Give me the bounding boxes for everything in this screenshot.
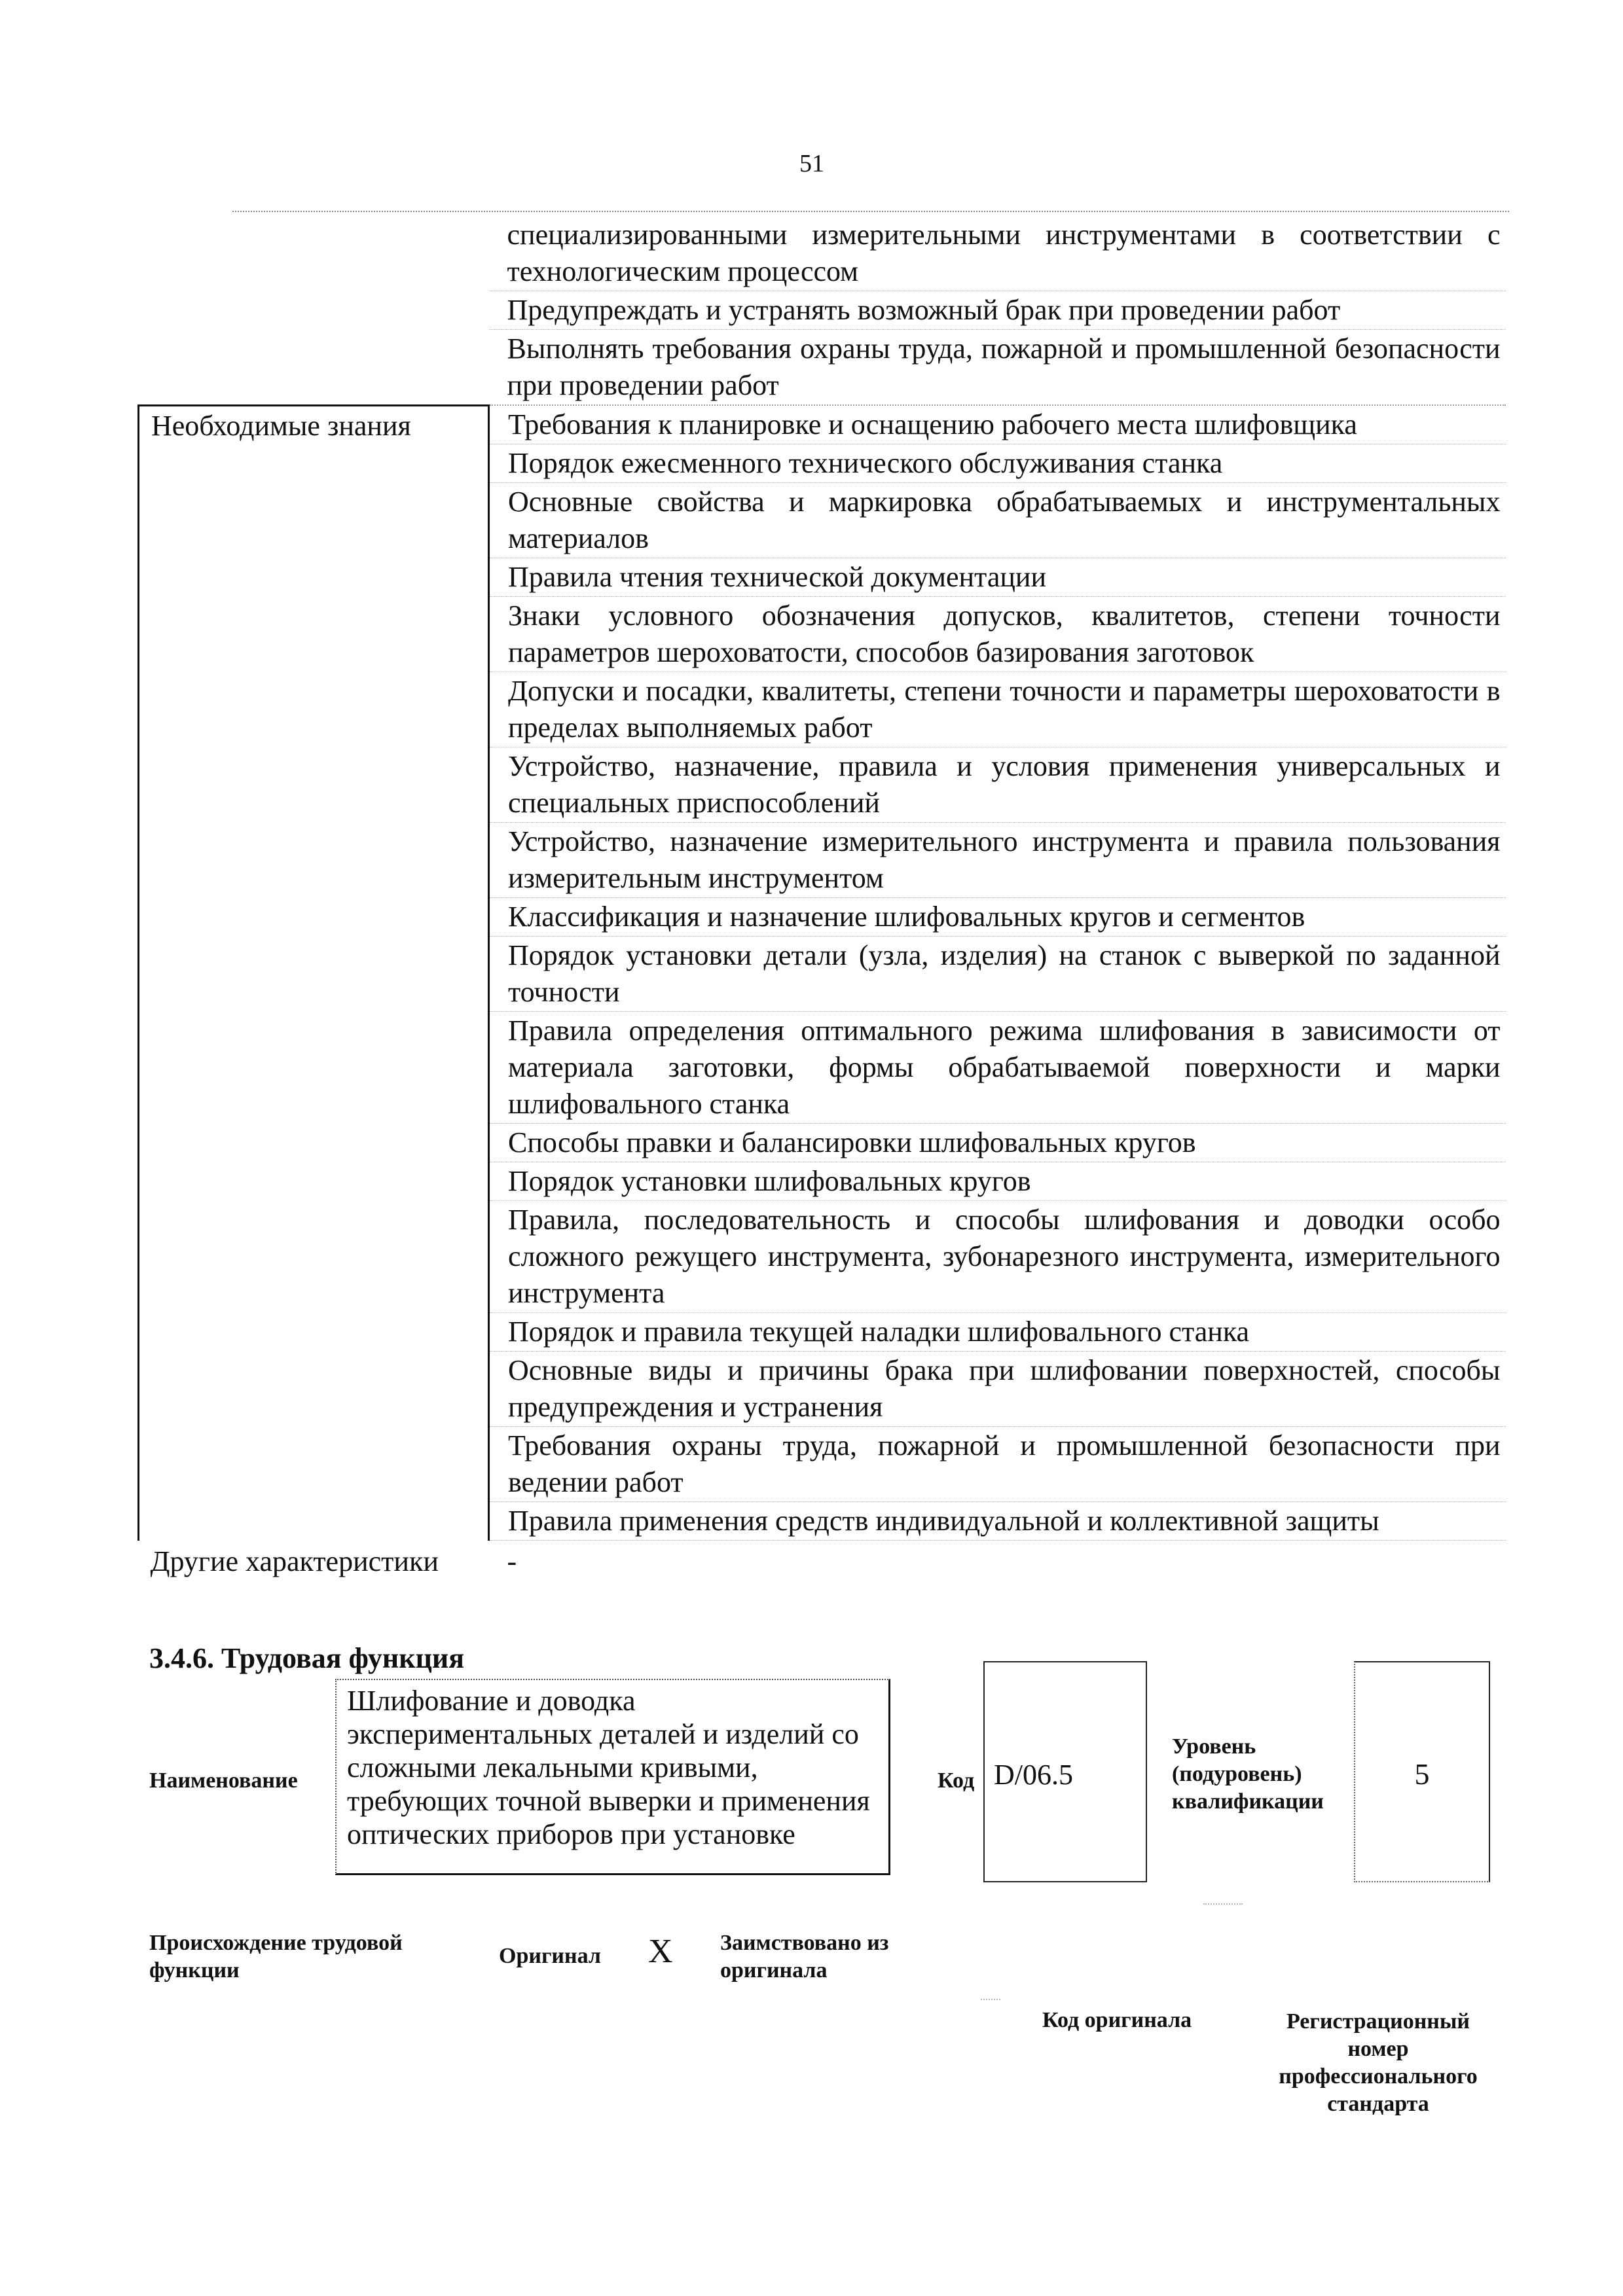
code-value: D/06.5 bbox=[994, 1759, 1073, 1791]
name-value: Шлифование и доводка экспериментальных деталей и изделий со сложными лекальными кривыми, требующих точной выверки и применения оптических приборов при установке bbox=[347, 1685, 870, 1850]
skill-label-cell bbox=[139, 291, 489, 330]
other-characteristics-row bbox=[139, 1541, 1506, 1581]
faint-mark bbox=[1203, 1903, 1243, 1905]
origin-label-line: функции bbox=[149, 1958, 240, 1982]
knowledge-item: Классификация и назначение шлифовальных кругов и сегментов bbox=[489, 898, 1506, 937]
faint-mark bbox=[981, 1999, 1000, 2000]
name-label: Наименование bbox=[149, 1768, 298, 1793]
knowledge-item: Порядок установки детали (узла, изделия) на станок с выверкой по заданной точности bbox=[489, 937, 1506, 1012]
skill-row bbox=[139, 213, 1506, 291]
knowledge-item: Порядок ежесменного технического обслуживания станка bbox=[489, 444, 1506, 483]
skill-item: специализированными измерительными инструментами в соответствии с технологическим процессом bbox=[489, 213, 1506, 291]
reg-number-label-line: номер bbox=[1347, 2037, 1409, 2061]
knowledge-item: Порядок установки шлифовальных кругов bbox=[489, 1162, 1506, 1201]
borrowed-label-line: Заимствовано из bbox=[720, 1931, 889, 1955]
original-mark: X bbox=[648, 1933, 673, 1970]
level-label-line: Уровень bbox=[1172, 1734, 1256, 1759]
original-label: Оригинал bbox=[499, 1944, 601, 1968]
knowledge-item: Устройство, назначение, правила и условия применения универсальных и специальных приспособлений bbox=[489, 747, 1506, 823]
knowledge-item: Устройство, назначение измерительного инструмента и правила пользования измерительным инструментом bbox=[489, 823, 1506, 898]
knowledge-item: Порядок и правила текущей наладки шлифовального станка bbox=[489, 1313, 1506, 1352]
knowledge-item: Знаки условного обозначения допусков, квалитетов, степени точности параметров шероховатости, способов базирования заготовок bbox=[489, 597, 1506, 672]
name-value-box bbox=[335, 1679, 890, 1875]
knowledge-item: Основные виды и причины брака при шлифовании поверхностей, способы предупреждения и устранения bbox=[489, 1352, 1506, 1427]
page-number: 51 bbox=[799, 150, 824, 177]
knowledge-item: Правила определения оптимального режима шлифования в зависимости от материала заготовки, формы обрабатываемой поверхности и марки шлифовального станка bbox=[489, 1012, 1506, 1124]
knowledge-item: Правила применения средств индивидуальной и коллективной защиты bbox=[489, 1502, 1506, 1541]
top-rule bbox=[232, 211, 1509, 212]
reg-number-label-line: профессионального bbox=[1279, 2064, 1478, 2089]
skill-row bbox=[139, 330, 1506, 406]
other-characteristics-value: - bbox=[507, 1545, 517, 1577]
code-label: Код bbox=[938, 1768, 975, 1793]
code-original-label: Код оригинала bbox=[1042, 2008, 1192, 2032]
reg-number-label-line: Регистрационный bbox=[1286, 2009, 1470, 2034]
skill-item: Выполнять требования охраны труда, пожарной и промышленной безопасности при проведении работ bbox=[489, 330, 1506, 406]
origin-label-line: Происхождение трудовой bbox=[149, 1931, 403, 1955]
requirements-table bbox=[137, 213, 1506, 1581]
knowledge-item: Требования охраны труда, пожарной и промышленной безопасности при ведении работ bbox=[489, 1427, 1506, 1502]
skill-label-cell bbox=[139, 330, 489, 406]
knowledge-item: Правила чтения технической документации bbox=[489, 558, 1506, 597]
knowledge-item: Основные свойства и маркировка обрабатываемых и инструментальных материалов bbox=[489, 483, 1506, 558]
knowledge-item: Способы правки и балансировки шлифовальных кругов bbox=[489, 1124, 1506, 1162]
borrowed-label-line: оригинала bbox=[720, 1958, 828, 1982]
level-label-line: квалификации bbox=[1172, 1789, 1324, 1814]
level-value: 5 bbox=[1414, 1757, 1430, 1791]
knowledge-item: Допуски и посадки, квалитеты, степени точности и параметры шероховатости в пределах выполняемых работ bbox=[489, 672, 1506, 747]
knowledge-item: Требования к планировке и оснащению рабочего места шлифовщика bbox=[489, 405, 1506, 444]
reg-number-label-line: стандарта bbox=[1327, 2092, 1429, 2116]
skill-label-cell bbox=[139, 213, 489, 291]
level-label-line: (подуровень) bbox=[1172, 1762, 1302, 1786]
knowledge-label: Необходимые знания bbox=[139, 405, 489, 1541]
other-characteristics-label: Другие характеристики bbox=[150, 1545, 439, 1577]
knowledge-item: Правила, последовательность и способы шлифования и доводки особо сложного режущего инструмента, зубонарезного инструмента, измерительного инструмента bbox=[489, 1201, 1506, 1313]
skill-item: Предупреждать и устранять возможный брак при проведении работ bbox=[489, 291, 1506, 330]
skill-row bbox=[139, 291, 1506, 330]
knowledge-row bbox=[139, 405, 1506, 444]
section-heading: 3.4.6. Трудовая функция bbox=[149, 1642, 465, 1674]
